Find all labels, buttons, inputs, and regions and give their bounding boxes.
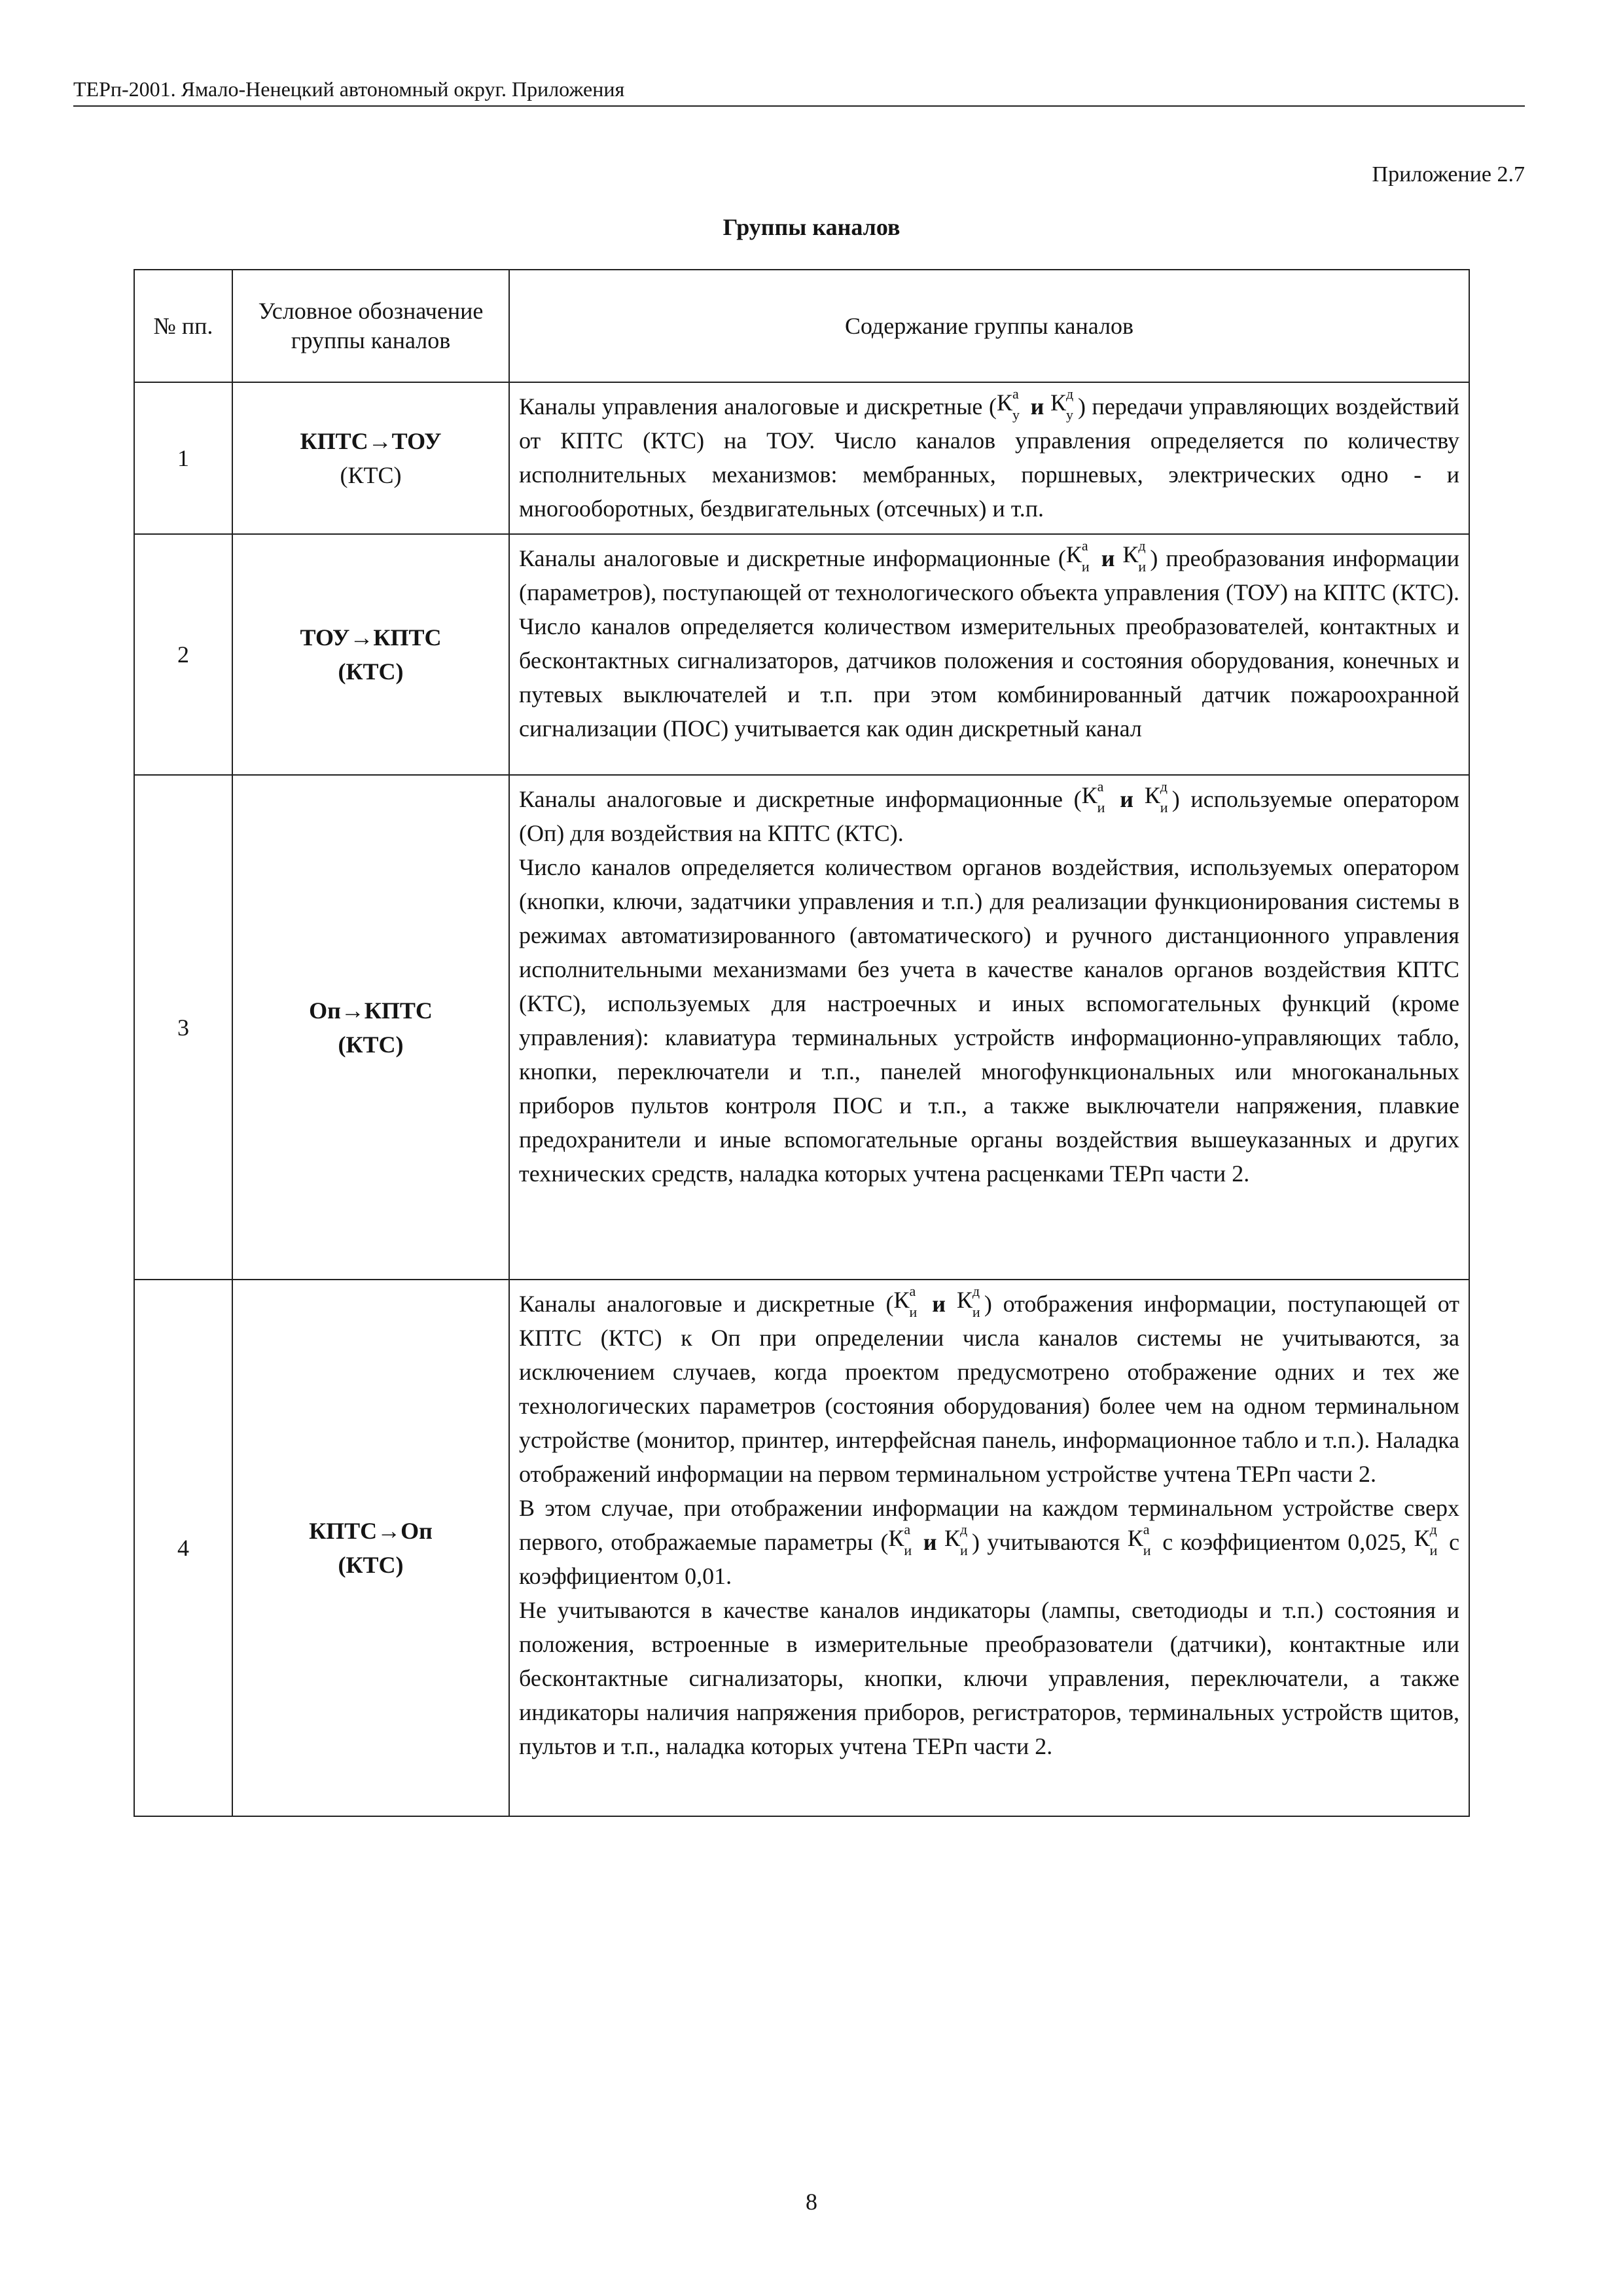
desc-text: с коэффициентом 0,025, [1162, 1529, 1407, 1555]
row-num: 3 [134, 775, 232, 1280]
k-symbol: К а и [1127, 1521, 1151, 1558]
desc-text: Каналы аналоговые и дискретные ( [519, 1291, 894, 1317]
k-symbol: К д и [1144, 778, 1168, 816]
desc-text: Каналы управления аналоговые и дискретные ( [519, 393, 997, 420]
group-code [232, 1280, 509, 1816]
table-row [134, 382, 1469, 534]
k-symbol: К а у [997, 386, 1020, 423]
k-symbol: К д и [1122, 537, 1147, 575]
and-word: и [1101, 545, 1115, 571]
desc-text: ) используемые оператором (Оп) для воздействия на КПТС (КТС). [519, 786, 1460, 846]
group-description [509, 775, 1469, 1280]
channel-groups-table [134, 269, 1470, 1817]
group-code-line: Оп→КПТС [309, 997, 433, 1024]
row-num: 4 [134, 1280, 232, 1816]
k-symbol: К а и [888, 1521, 912, 1558]
k-symbol: К д и [1414, 1521, 1438, 1558]
k-symbol: К а и [1065, 537, 1090, 575]
group-code [232, 775, 509, 1280]
running-head: ТЕРп-2001. Ямало-Ненецкий автономный округ. Приложения [73, 77, 625, 101]
appendix-label: Приложение 2.7 [1372, 162, 1525, 187]
desc-text: ) передачи управляющих воздействий от КПТС (КТС) на ТОУ. Число каналов управления определяется по количеству исполнительных механизмов: мембранных, поршневых, электрических одно - и многооборотных, бездвигательных (отсечных) и т.п. [519, 393, 1460, 522]
and-word: и [932, 1291, 946, 1317]
group-code-sub: (КТС) [338, 1552, 404, 1578]
and-word: и [1030, 393, 1044, 420]
row-num: 1 [134, 382, 232, 534]
header-code: Условное обозначение группы каналов [232, 270, 509, 382]
k-symbol: К а и [893, 1283, 918, 1320]
group-description [509, 1280, 1469, 1816]
desc-text: с коэффициентом 0,01. [519, 1529, 1460, 1589]
desc-text: Каналы аналоговые и дискретные информационные ( [519, 545, 1066, 571]
k-symbol: К д у [1050, 386, 1074, 423]
k-symbol: К а и [1081, 778, 1105, 816]
header-rule [73, 105, 1525, 107]
table-header-row [134, 270, 1469, 382]
desc-text: Каналы аналоговые и дискретные информационные ( [519, 786, 1082, 812]
group-code [232, 382, 509, 534]
table-row [134, 1280, 1469, 1816]
group-code-sub: (КТС) [338, 1031, 404, 1058]
desc-paragraph: Число каналов определяется количеством органов воздействия, используемых оператором (кнопки, ключи, задатчики управления и т.п.) для реализации функционирования системы в режимах автоматизированного (автоматического) и ручного дистанционного управления исполнительными механизмами без учета в качестве каналов органов воздействия КПТС (КТС), используемых для настроечных и иных вспомогательных функций (кроме управления): клавиатура терминальных устройств информационно-управляющих табло, кнопки, переключатели и т.п., панелей многофункциональных или многоканальных приборов пультов контроля ПОС и т.п., а также выключатели напряжения, плавкие предохранители и иные вспомогательные органы воздействия вышеуказанных и других технических средств, наладка которых учтена расценками ТЕРп части 2. [519, 854, 1459, 1187]
table-row [134, 534, 1469, 775]
group-code-line: ТОУ→КПТС [300, 624, 442, 651]
group-description [509, 382, 1469, 534]
desc-paragraph: Не учитываются в качестве каналов индикаторы (лампы, светодиоды и т.п.) состояния и положения, встроенные в измерительные преобразователи (датчики), контактные или бесконтактные сигнализаторы, кнопки, ключи управления, переключатели, а также индикаторы наличия напряжения приборов, регистраторов, терминальных устройств щитов, пультов и т.п., наладка которых учтена ТЕРп части 2. [519, 1597, 1459, 1759]
row-num: 2 [134, 534, 232, 775]
desc-text: ) преобразования информации (параметров), поступающей от технологического объекта управления (ТОУ) на КПТС (КТС). Число каналов определяется количеством измерительных преобразователей, контактных и бесконтактных сигнализаторов, датчиков положения и состояния оборудования, конечных и путевых выключателей и т.п. при этом комбинированный датчик пожароохранной сигнализации (ПОС) учитывается как один дискретный канал [519, 545, 1459, 742]
and-word: и [1120, 786, 1134, 812]
group-code-sub: (КТС) [340, 462, 402, 488]
header-num: № пп. [134, 270, 232, 382]
k-symbol: К д и [956, 1283, 980, 1320]
page-number: 8 [806, 2189, 817, 2215]
group-code-line: КПТС→ТОУ [300, 428, 442, 454]
k-symbol: К д и [944, 1521, 968, 1558]
group-code [232, 534, 509, 775]
page-title: Группы каналов [722, 214, 901, 240]
header-content: Содержание группы каналов [509, 270, 1469, 382]
group-code-sub: (КТС) [338, 658, 404, 685]
desc-text: ) отображения информации, поступающей от КПТС (КТС) к Оп при определении числа каналов системы не учитываются, за исключением случаев, когда проектом предусмотрено отображение одних и тех же технологических параметров (состояния оборудования) более чем на одном терминальном устройстве (монитор, принтер, интерфейсная панель, информационное табло и т.п.). Наладка отображений информации на первом терминальном устройстве учтена ТЕРп части 2. [519, 1291, 1460, 1487]
desc-text: ) учитываются [971, 1529, 1120, 1555]
group-code-line: КПТС→Оп [309, 1518, 433, 1544]
group-description [509, 534, 1469, 775]
desc-text: В этом случае, при отображении информации на каждом терминальном устройстве сверх первого, отображаемые параметры ( [519, 1495, 1459, 1555]
table-row [134, 775, 1469, 1280]
and-word: и [923, 1529, 937, 1555]
